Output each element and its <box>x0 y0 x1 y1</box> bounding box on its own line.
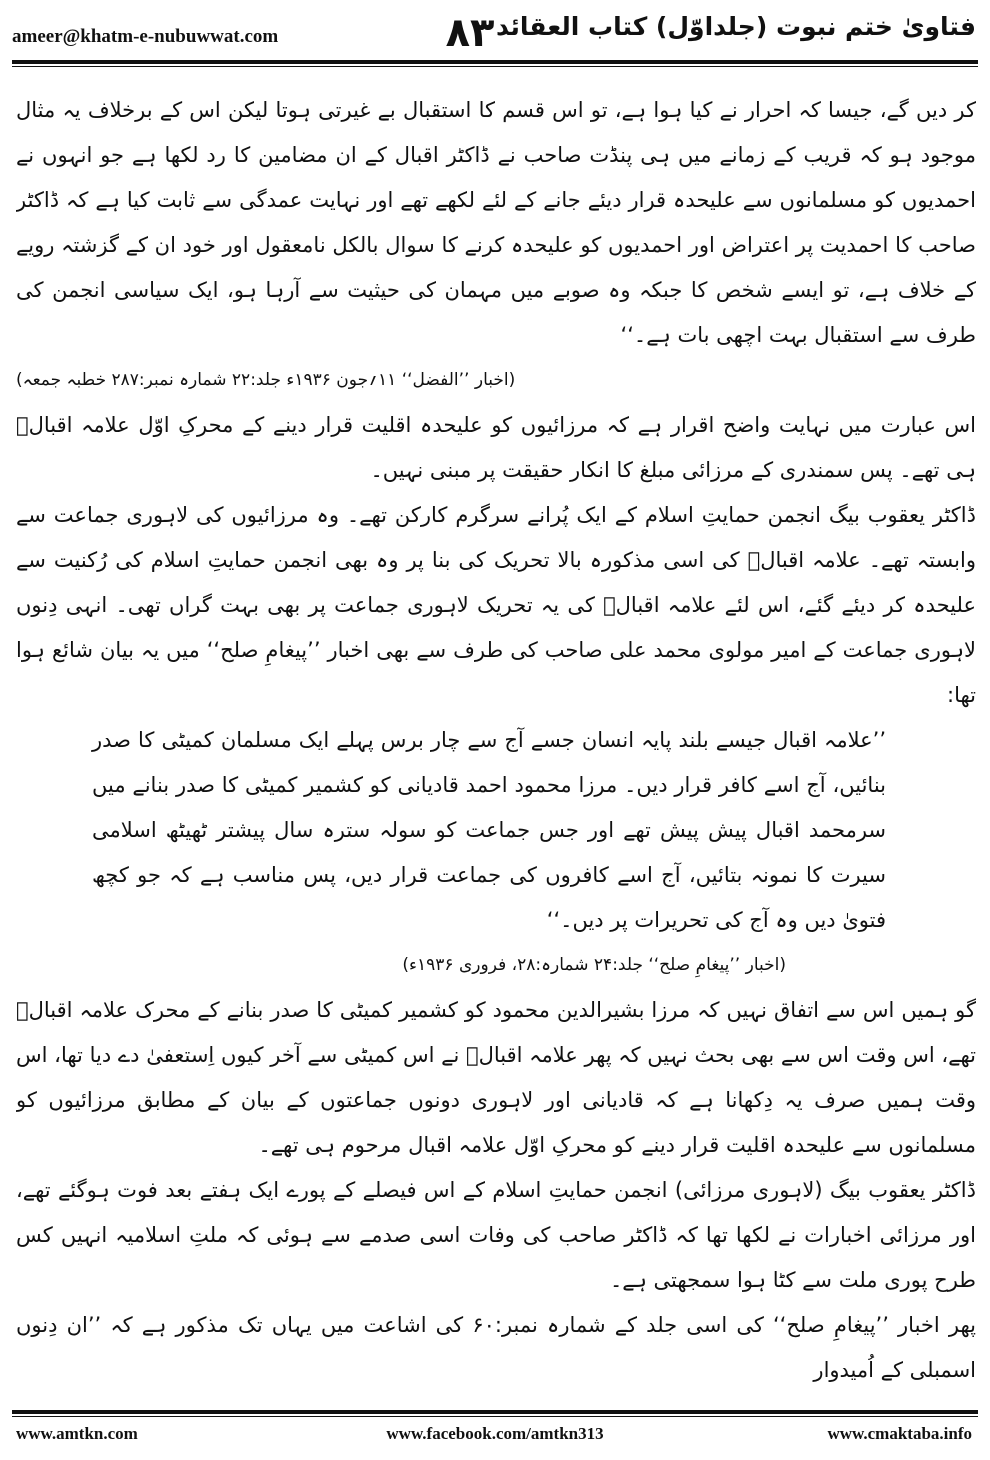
footer-rule-thin <box>12 1416 978 1417</box>
footer-link-facebook[interactable]: www.facebook.com/amtkn313 <box>386 1424 604 1443</box>
page-footer <box>0 1424 990 1454</box>
header-rule-thin <box>12 66 978 67</box>
page-header <box>0 0 990 62</box>
header-rule-thick <box>12 60 978 64</box>
reference-paigham: (اخبار ’’پیغامِ صلح‘‘ جلد:۲۴ شمارہ:۲۸، فروری ۱۹۳۶ء) <box>402 955 786 975</box>
reference-alfazl: (اخبار ’’الفضل‘‘ ۱۱؍جون ۱۹۳۶ء جلد:۲۲ شمارہ نمبر:۲۸۷ خطبہ جمعہ) <box>16 370 516 390</box>
page-number: ۸۳ <box>445 10 495 56</box>
page-body <box>16 88 976 1400</box>
paragraph-6: پھر اخبار ’’پیغامِ صلح‘‘ کی اسی جلد کے شمارہ نمبر:۶۰ کی اشاعت میں یہاں تک مذکور ہے کہ ’’ان دِنوں اسمبلی کے اُمیدوار <box>16 1313 976 1382</box>
paragraph-2: اس عبارت میں نہایت واضح اقرار ہے کہ مرزائیوں کو علیحدہ اقلیت قرار دینے کے محرکِ اوّل علامہ اقبالؒ ہی تھے۔ پس سمندری کے مرزائی مبلغ کا انکار حقیقت پر مبنی نہیں۔ <box>16 413 976 482</box>
paragraph-4: گو ہمیں اس سے اتفاق نہیں کہ مرزا بشیرالدین محمود کو کشمیر کمیٹی کا صدر بنانے کے محرک علامہ اقبالؒ تھے، اس وقت اس سے بھی بحث نہیں کہ پھر علامہ اقبالؒ نے اس کمیٹی سے آخر کیوں اِستعفیٰ دے دیا تھا، اس وقت ہمیں صرف یہ دِکھانا ہے کہ قادیانی اور لاہوری دونوں جماعتوں کے بیان کے مطابق مرزائیوں کو مسلمانوں سے علیحدہ اقلیت قرار دینے کو محرکِ اوّل علامہ اقبال مرحوم ہی تھے۔ <box>16 998 976 1157</box>
footer-link-cmaktaba[interactable]: www.cmaktaba.info <box>827 1424 972 1443</box>
header-email: ameer@khatm-e-nubuwwat.com <box>12 26 279 47</box>
paragraph-1: کر دیں گے، جیسا کہ احرار نے کیا ہوا ہے، تو اس قسم کا استقبال بے غیرتی ہوتا لیکن اس کے برخلاف یہ مثال موجود ہو کہ قریب کے زمانے میں ہی پنڈت صاحب نے ڈاکٹر اقبال کے ان مضامین کا رد لکھا ہے جو انہوں نے احمدیوں کو مسلمانوں سے علیحدہ قرار دیئے جانے کے لئے لکھے تھے اور نہایت عمدگی سے ثابت کیا ہے کہ ڈاکٹر صاحب کا احمدیت پر اعتراض اور احمدیوں کو علیحدہ کرنے کا سوال بالکل نامعقول اور خود ان کے گزشتہ رویے کے خلاف ہے، تو ایسے شخص کا جبکہ وہ صوبے میں مہمان کی حیثیت سے آرہا ہو، ایک سیاسی انجمن کی طرف سے استقبال بہت اچھی بات ہے۔‘‘ <box>16 98 976 347</box>
book-title: فتاویٰ ختم نبوت (جلداوّل) کتاب العقائد <box>496 12 976 41</box>
paragraph-3: ڈاکٹر یعقوب بیگ انجمن حمایتِ اسلام کے ایک پُرانے سرگرم کارکن تھے۔ وہ مرزائیوں کی لاہوری جماعت سے وابستہ تھے۔ علامہ اقبالؒ کی اسی مذکورہ بالا تحریک کی بنا پر وہ بھی انجمن حمایتِ اسلام کی رُکنیت سے علیحدہ کر دیئے گئے، اس لئے علامہ اقبالؒ کی یہ تحریک لاہوری جماعت پر بھی بہت گراں تھی۔ انہی دِنوں لاہوری جماعت کے امیر مولوی محمد علی صاحب کی طرف سے بھی اخبار ’’پیغامِ صلح‘‘ میں یہ بیان شائع ہوا تھا: <box>16 503 976 707</box>
footer-rule-thick <box>12 1410 978 1414</box>
quote-block: ’’علامہ اقبال جیسے بلند پایہ انسان جسے آج سے چار برس پہلے ایک مسلمان کمیٹی کا صدر بنائیں، آج اسے کافر قرار دیں۔ مرزا محمود احمد قادیانی کو کشمیر کمیٹی کا صدر بنانے میں سرمحمد اقبال پیش پیش تھے اور جس جماعت کو سولہ سترہ سال پیشتر ٹھیٹھ اسلامی سیرت کا نمونہ بتائیں، آج اسے کافروں کی جماعت قرار دیں، پس مناسب ہے کہ جو کچھ فتویٰ دیں وہ آج کی تحریرات پر دیں۔‘‘ <box>92 728 886 932</box>
footer-link-amtkn[interactable]: www.amtkn.com <box>16 1424 138 1443</box>
paragraph-5: ڈاکٹر یعقوب بیگ (لاہوری مرزائی) انجمن حمایتِ اسلام کے اس فیصلے کے پورے ایک ہفتے بعد فوت ہوگئے تھے، اور مرزائی اخبارات نے لکھا تھا کہ ڈاکٹر صاحب کی وفات اسی صدمے سے ہوئی کہ ملتِ اسلامیہ انہیں کس طرح پوری ملت سے کٹا ہوا سمجھتی ہے۔ <box>16 1178 976 1292</box>
